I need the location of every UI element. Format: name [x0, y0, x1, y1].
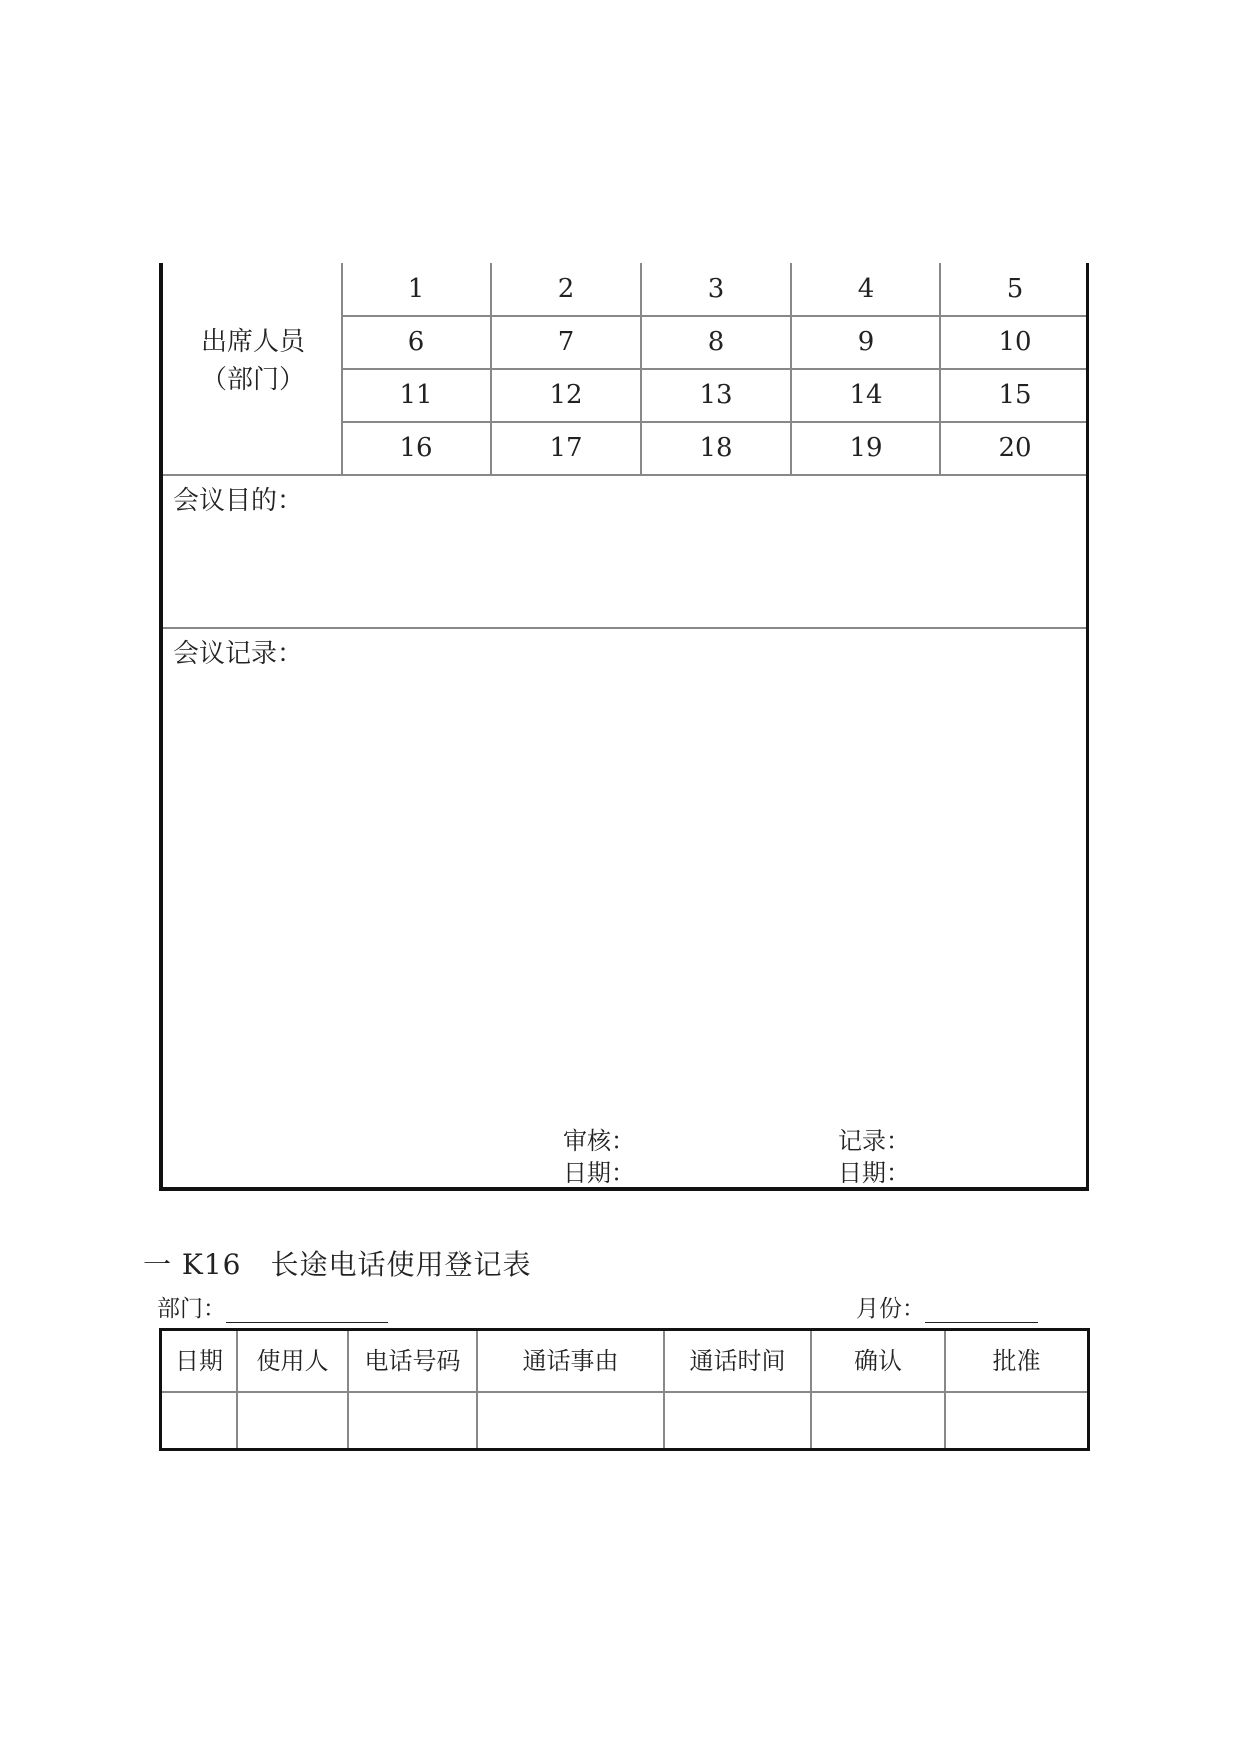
attendee-number: 12 — [549, 380, 583, 410]
review-date-label: 日期： — [563, 1159, 635, 1187]
attendee-number: 13 — [699, 380, 733, 410]
meeting-purpose-label: 会议目的： — [173, 486, 304, 516]
table-row — [162, 1393, 1087, 1448]
column-header: 通话事由 — [522, 1347, 619, 1375]
column-header: 使用人 — [256, 1347, 329, 1375]
section-divider — [163, 627, 1086, 629]
month-label: 月份： — [856, 1296, 925, 1322]
attendee-number: 2 — [557, 274, 575, 304]
month-field — [856, 1290, 1038, 1323]
attendees-label-text: 出席人员 — [200, 327, 305, 357]
attendee-number: 4 — [857, 274, 875, 304]
attendees-label — [163, 323, 343, 399]
recorder-label: 记录： — [838, 1127, 910, 1155]
reviewer-label: 审核： — [563, 1127, 635, 1155]
phone-log-table — [159, 1328, 1090, 1451]
attendees-dept-text: （部门） — [200, 365, 305, 395]
attendee-number: 7 — [557, 327, 575, 357]
recorder-date-label: 日期： — [838, 1159, 910, 1187]
form-border-left — [159, 263, 163, 1191]
column-header: 日期 — [175, 1347, 223, 1375]
attendee-number: 9 — [857, 327, 875, 357]
attendee-number: 18 — [699, 433, 733, 463]
attendee-number: 14 — [849, 380, 883, 410]
month-blank — [925, 1296, 1038, 1323]
column-header: 确认 — [854, 1347, 902, 1375]
department-field — [157, 1290, 388, 1323]
attendee-number: 20 — [998, 433, 1032, 463]
meeting-minutes-label: 会议记录： — [173, 639, 304, 669]
meeting-record-form — [159, 263, 1089, 1191]
attendee-number: 16 — [399, 433, 433, 463]
column-header: 通话时间 — [689, 1347, 786, 1375]
column-header: 电话号码 — [364, 1347, 461, 1375]
attendee-number: 1 — [407, 274, 425, 304]
department-label: 部门： — [157, 1296, 226, 1322]
attendee-number: 10 — [998, 327, 1032, 357]
phone-log-title: 一 K16 长途电话使用登记表 — [143, 1248, 532, 1281]
attendee-number: 11 — [399, 380, 433, 410]
column-header: 批准 — [992, 1347, 1041, 1375]
attendee-number: 15 — [998, 380, 1032, 410]
attendee-number: 19 — [849, 433, 883, 463]
attendee-number: 3 — [707, 274, 725, 304]
department-blank — [226, 1296, 388, 1323]
attendee-number: 17 — [549, 433, 583, 463]
attendee-number: 6 — [407, 327, 425, 357]
attendee-number: 8 — [707, 327, 725, 357]
attendee-number: 5 — [1006, 274, 1024, 304]
